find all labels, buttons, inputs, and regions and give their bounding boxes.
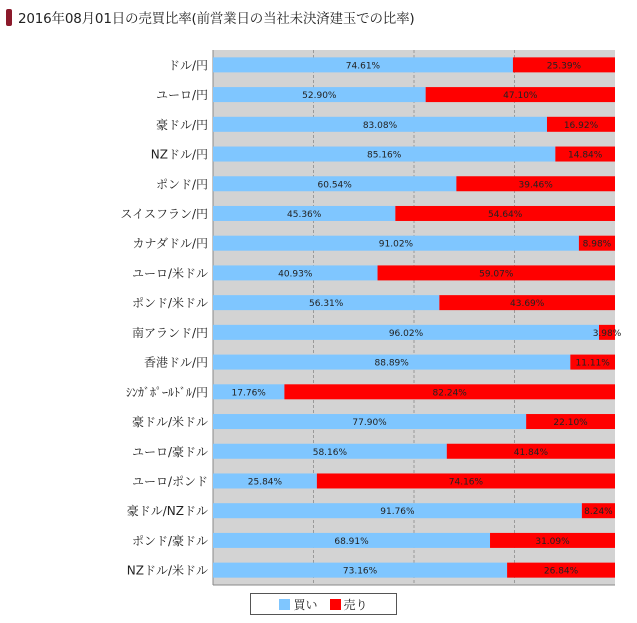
data-label-sell: 11.11% (575, 358, 610, 369)
data-label-sell: 16.92% (563, 120, 599, 131)
category-label: スイスフラン/円 (120, 206, 208, 221)
data-label-buy: 25.84% (247, 477, 283, 488)
plot-area (120, 50, 621, 585)
data-label-buy: 91.76% (380, 507, 415, 518)
data-label-buy: 91.02% (378, 239, 414, 250)
data-label-buy: 58.16% (312, 447, 348, 458)
data-label-buy: 83.08% (362, 120, 398, 131)
data-label-buy: 74.61% (345, 61, 381, 72)
data-label-sell: 59.07% (479, 269, 514, 280)
data-label-sell: 8.98% (582, 239, 612, 250)
legend-swatch-buy (279, 599, 290, 610)
legend-label-buy: 買い (293, 597, 318, 612)
category-label: ユーロ/豪ドル (131, 444, 208, 459)
data-label-sell: 54.64% (488, 209, 523, 220)
data-label-buy: 88.89% (374, 358, 409, 369)
data-label-sell: 39.46% (518, 180, 553, 191)
category-label: ポンド/米ドル (131, 296, 208, 311)
category-label: ユーロ/米ドル (131, 266, 208, 281)
data-label-buy: 73.16% (342, 566, 378, 577)
category-label: ｼﾝｶﾞﾎﾟｰﾙﾄﾞﾙ/円 (125, 385, 208, 400)
legend-item-sell (330, 596, 368, 613)
data-label-buy: 56.31% (309, 299, 344, 310)
data-label-buy: 68.91% (334, 536, 369, 547)
category-label: 香港ドル/円 (143, 355, 208, 370)
data-label-sell: 3.98% (592, 328, 622, 339)
data-label-sell: 82.24% (432, 388, 467, 399)
data-label-sell: 74.16% (448, 477, 484, 488)
data-label-buy: 45.36% (287, 209, 322, 220)
data-label-sell: 25.39% (546, 61, 582, 72)
data-label-sell: 31.09% (535, 536, 570, 547)
data-label-buy: 60.54% (317, 180, 352, 191)
category-label: カナダドル/円 (132, 236, 208, 251)
category-label: ポンド/豪ドル (131, 533, 208, 548)
legend-swatch-sell (330, 599, 341, 610)
data-label-sell: 47.10% (503, 91, 538, 102)
category-label: 南アランド/円 (131, 325, 208, 340)
data-label-sell: 26.84% (543, 566, 579, 577)
legend-label-sell: 売り (343, 597, 368, 612)
data-label-sell: 41.84% (513, 447, 549, 458)
category-label: 豪ドル/NZドル (126, 504, 208, 519)
category-label: NZドル/円 (150, 147, 208, 162)
category-label: ユーロ/円 (155, 88, 208, 103)
data-label-sell: 14.84% (568, 150, 603, 161)
chart-legend (250, 593, 397, 615)
legend-item-buy (279, 596, 317, 613)
data-label-buy: 52.90% (302, 91, 337, 102)
category-label: ドル/円 (167, 58, 208, 73)
category-label: ユーロ/ポンド (131, 474, 208, 489)
data-label-buy: 85.16% (367, 150, 402, 161)
data-label-sell: 8.24% (584, 507, 613, 518)
category-label: NZドル/米ドル (126, 563, 208, 578)
data-label-buy: 40.93% (278, 269, 313, 280)
data-label-buy: 17.76% (231, 388, 266, 399)
chart-title: 2016年08月01日の売買比率(前営業日の当社未決済建玉での比率) (18, 11, 415, 27)
data-label-sell: 43.69% (510, 299, 545, 310)
category-label: 豪ドル/米ドル (131, 415, 208, 430)
category-label: ポンド/円 (155, 177, 208, 192)
category-label: 豪ドル/円 (155, 117, 208, 132)
data-label-sell: 22.10% (553, 418, 588, 429)
data-label-buy: 77.90% (352, 418, 387, 429)
data-label-buy: 96.02% (388, 328, 424, 339)
